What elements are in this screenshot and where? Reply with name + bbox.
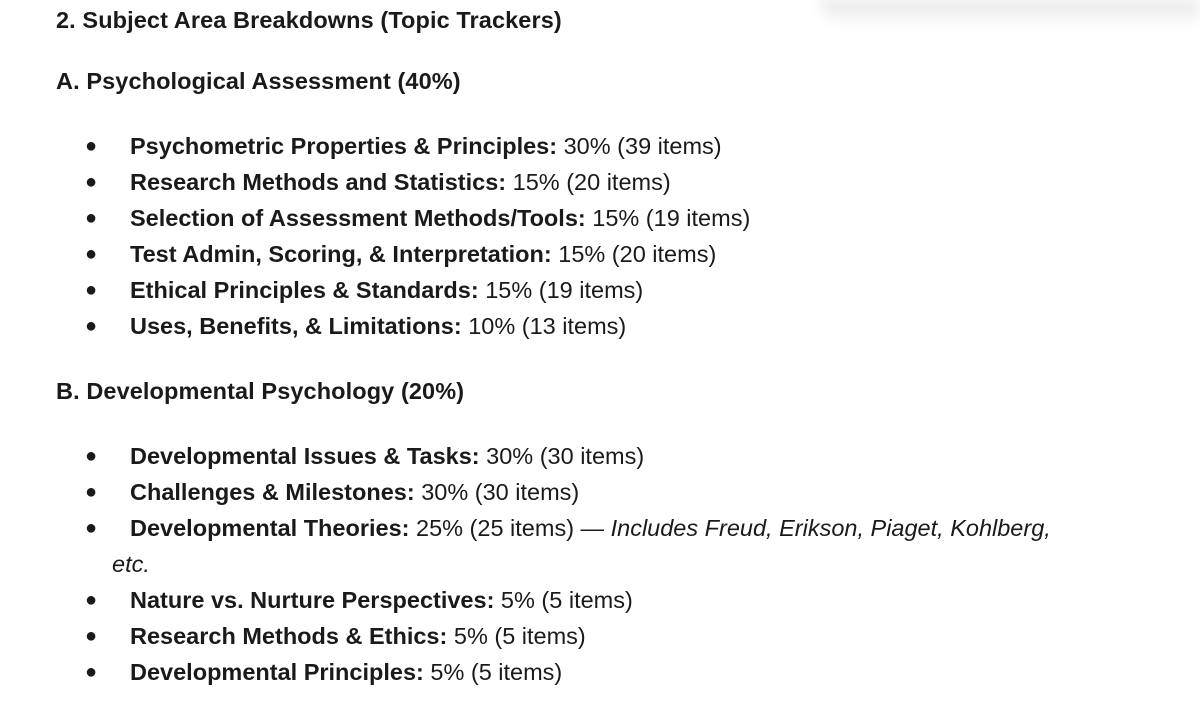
item-label: Nature vs. Nurture Perspectives: bbox=[130, 587, 495, 613]
item-value: 15% (19 items) bbox=[478, 277, 644, 303]
bullet-icon: ● bbox=[85, 481, 98, 503]
item-value: 15% (20 items) bbox=[551, 241, 717, 267]
item-label: Developmental Theories: bbox=[130, 515, 410, 541]
item-label: Selection of Assessment Methods/Tools: bbox=[130, 205, 586, 231]
bullet-icon: ● bbox=[85, 243, 98, 265]
bullet-icon: ● bbox=[85, 279, 98, 301]
bullet-icon: ● bbox=[85, 589, 98, 611]
top-edge-shadow bbox=[820, 0, 1200, 26]
item-label: Developmental Issues & Tasks: bbox=[130, 443, 480, 469]
list-item bbox=[56, 128, 1186, 164]
item-value: 30% (39 items) bbox=[557, 133, 722, 159]
bullet-icon: ● bbox=[85, 135, 98, 157]
item-value: 30% (30 items) bbox=[414, 479, 580, 505]
list-item bbox=[56, 474, 1186, 510]
list-item bbox=[56, 236, 1186, 272]
item-value: 30% (30 items) bbox=[479, 443, 645, 469]
list-item bbox=[56, 164, 1186, 200]
item-label: Ethical Principles & Standards: bbox=[130, 277, 479, 303]
item-label: Test Admin, Scoring, & Interpretation: bbox=[130, 241, 552, 267]
bullet-icon: ● bbox=[85, 517, 98, 539]
list-item bbox=[56, 308, 1186, 344]
item-value: 5% (5 items) bbox=[423, 659, 563, 685]
item-label: Challenges & Milestones: bbox=[130, 479, 415, 505]
item-label: Research Methods & Ethics: bbox=[130, 623, 448, 649]
item-value: 5% (5 items) bbox=[447, 623, 586, 649]
bullet-icon: ● bbox=[85, 445, 98, 467]
item-value: 10% (13 items) bbox=[461, 313, 627, 339]
list-item bbox=[56, 618, 1186, 654]
bullet-icon: ● bbox=[85, 315, 98, 337]
item-label: Psychometric Properties & Principles: bbox=[130, 133, 558, 159]
section-list-psychological-assessment bbox=[56, 128, 1186, 344]
list-item bbox=[56, 510, 1186, 582]
item-label: Uses, Benefits, & Limitations: bbox=[130, 313, 462, 339]
list-item bbox=[56, 582, 1186, 618]
item-value: 25% (25 items) — bbox=[409, 515, 611, 541]
item-label: Research Methods and Statistics: bbox=[130, 169, 507, 195]
item-value: 5% (5 items) bbox=[494, 587, 633, 613]
bullet-icon: ● bbox=[85, 207, 98, 229]
item-note-continuation: etc. bbox=[112, 551, 150, 577]
list-item bbox=[56, 654, 1186, 690]
item-value: 15% (19 items) bbox=[585, 205, 751, 231]
document-title: 2. Subject Area Breakdowns (Topic Trackers) bbox=[56, 7, 562, 33]
bullet-icon: ● bbox=[85, 171, 98, 193]
item-value: 15% (20 items) bbox=[506, 169, 671, 195]
bullet-icon: ● bbox=[85, 661, 98, 683]
item-label: Developmental Principles: bbox=[130, 659, 424, 685]
bullet-icon: ● bbox=[85, 625, 98, 647]
list-item bbox=[56, 200, 1186, 236]
section-heading-developmental-psychology: B. Developmental Psychology (20%) bbox=[56, 378, 465, 404]
list-item bbox=[56, 438, 1186, 474]
item-note: Includes Freud, Erikson, Piaget, Kohlberg, bbox=[610, 515, 1051, 541]
section-heading-psychological-assessment: A. Psychological Assessment (40%) bbox=[56, 68, 461, 94]
section-list-developmental-psychology bbox=[56, 438, 1186, 690]
list-item bbox=[56, 272, 1186, 308]
